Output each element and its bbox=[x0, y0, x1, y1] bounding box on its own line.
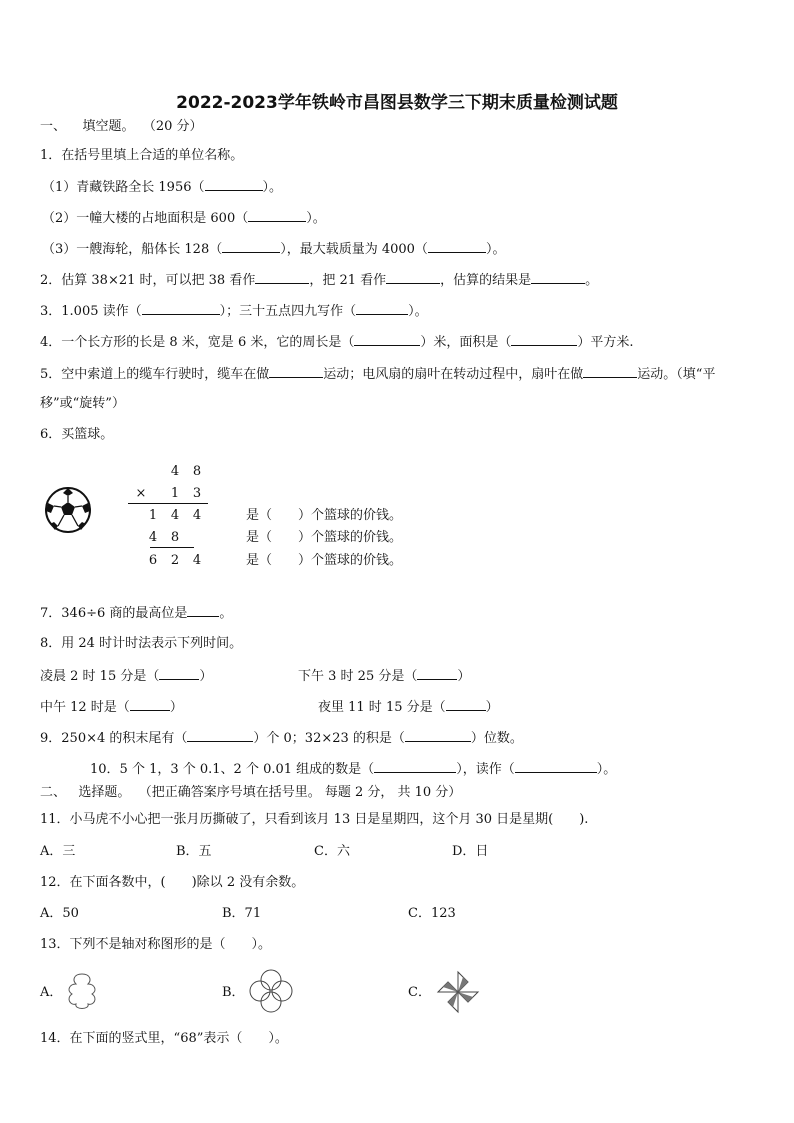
digit: 2 bbox=[170, 553, 180, 568]
four-circle-flower-figure bbox=[248, 968, 294, 1014]
section-score: （20 分） bbox=[142, 119, 203, 134]
answer-blank[interactable] bbox=[248, 208, 306, 222]
text: 下午 3 时 25 分是（ bbox=[298, 669, 418, 684]
answer-blank[interactable] bbox=[255, 270, 309, 284]
text: ）。 bbox=[408, 304, 428, 319]
answer-blank[interactable] bbox=[269, 364, 323, 378]
digit: 1 bbox=[170, 486, 180, 501]
answer-blank[interactable] bbox=[428, 239, 486, 253]
answer-blank[interactable] bbox=[356, 301, 408, 315]
calc-rule bbox=[128, 503, 208, 504]
text: 。 bbox=[219, 606, 233, 621]
question-6-line-1: 是（ ）个篮球的价钱。 bbox=[246, 508, 403, 523]
option-b[interactable]: B．五 bbox=[176, 844, 212, 859]
text: ）。 bbox=[306, 211, 326, 226]
option-a[interactable]: A．50 bbox=[40, 906, 79, 921]
digit: 4 bbox=[170, 464, 180, 479]
section-1-header bbox=[40, 118, 203, 136]
text: ），最大载质量为 4000（ bbox=[280, 242, 428, 257]
question-4 bbox=[40, 332, 634, 352]
option-c[interactable]: C．123 bbox=[408, 906, 456, 921]
calc-rule bbox=[150, 547, 194, 548]
answer-blank[interactable] bbox=[515, 759, 597, 773]
digit: 8 bbox=[170, 530, 180, 545]
text: 运动。（填“平 bbox=[637, 367, 716, 382]
wavy-shape-figure bbox=[62, 972, 102, 1012]
text: ）。 bbox=[262, 180, 283, 195]
section-number: 一、 bbox=[40, 119, 67, 134]
text: （3）一艘海轮，船体长 128（ bbox=[42, 242, 223, 257]
question-12-stem: 12．在下面各数中，( )除以 2 没有余数。 bbox=[40, 875, 305, 890]
question-8-item-3 bbox=[40, 697, 183, 717]
text: ），读作（ bbox=[456, 762, 515, 777]
answer-blank[interactable] bbox=[187, 603, 219, 617]
text: 中午 12 时是（ bbox=[40, 700, 130, 715]
option-b[interactable]: B． bbox=[222, 985, 245, 1000]
text: 。 bbox=[585, 273, 599, 288]
text: ） bbox=[485, 700, 499, 715]
question-5 bbox=[40, 364, 715, 384]
times-sign: × bbox=[135, 486, 147, 501]
digit: 6 bbox=[148, 553, 158, 568]
option-a[interactable]: A．三 bbox=[40, 844, 76, 859]
text: 5．空中索道上的缆车行驶时，缆车在做 bbox=[40, 367, 270, 382]
option-c[interactable]: C． bbox=[408, 985, 431, 1000]
answer-blank[interactable] bbox=[531, 270, 585, 284]
digit: 1 bbox=[148, 508, 158, 523]
digit: 8 bbox=[192, 464, 202, 479]
answer-blank[interactable] bbox=[374, 759, 456, 773]
question-6-stem: 6．买篮球。 bbox=[40, 427, 114, 442]
answer-blank[interactable] bbox=[142, 301, 220, 315]
question-10 bbox=[90, 759, 616, 779]
text: ）平方米. bbox=[577, 335, 634, 350]
section-heading: 填空题。 bbox=[82, 119, 135, 134]
answer-blank[interactable] bbox=[130, 697, 170, 711]
text: 夜里 11 时 15 分是（ bbox=[318, 700, 446, 715]
question-8-item-2 bbox=[298, 666, 470, 686]
text: ）个 0；32×23 的积是（ bbox=[253, 731, 405, 746]
text: ） bbox=[169, 700, 183, 715]
question-11-stem: 11．小马虎不小心把一张月历撕破了，只看到该月 13 日是星期四，这个月 30 日是星期( ). bbox=[40, 812, 589, 827]
option-c[interactable]: C．六 bbox=[314, 844, 350, 859]
text: ）。 bbox=[596, 762, 617, 777]
answer-blank[interactable] bbox=[354, 332, 420, 346]
digit: 4 bbox=[170, 508, 180, 523]
answer-blank[interactable] bbox=[417, 666, 457, 680]
question-2 bbox=[40, 270, 598, 290]
answer-blank[interactable] bbox=[405, 728, 471, 742]
question-6-line-2: 是（ ）个篮球的价钱。 bbox=[246, 530, 403, 545]
text: ）位数。 bbox=[470, 731, 523, 746]
text: 4．一个长方形的长是 8 米，宽是 6 米，它的周长是（ bbox=[40, 335, 355, 350]
section-note: （把正确答案序号填在括号里。 每题 2 分， 共 10 分） bbox=[138, 785, 462, 800]
option-b[interactable]: B．71 bbox=[222, 906, 262, 921]
text: （2）一幢大楼的占地面积是 600（ bbox=[42, 211, 249, 226]
question-1-part-2 bbox=[42, 208, 326, 228]
text: 运动；电风扇的扇叶在转动过程中，扇叶在做 bbox=[323, 367, 584, 382]
question-1-part-3 bbox=[42, 239, 505, 259]
pinwheel-figure bbox=[434, 968, 482, 1016]
question-7 bbox=[40, 603, 232, 623]
answer-blank[interactable] bbox=[583, 364, 637, 378]
text: 10．5 个 1，3 个 0.1、2 个 0.01 组成的数是（ bbox=[90, 762, 375, 777]
text: ）；三十五点四九写作（ bbox=[219, 304, 357, 319]
question-8-stem: 8．用 24 时计时法表示下列时间。 bbox=[40, 636, 243, 651]
answer-blank[interactable] bbox=[386, 270, 440, 284]
question-9 bbox=[40, 728, 523, 748]
text: ）米，面积是（ bbox=[420, 335, 512, 350]
question-14-stem: 14．在下面的竖式里，“68”表示（ ）。 bbox=[40, 1031, 288, 1046]
text: 9．250×4 的积末尾有（ bbox=[40, 731, 188, 746]
question-8-item-1 bbox=[40, 666, 212, 686]
text: 7．346÷6 商的最高位是 bbox=[40, 606, 188, 621]
text: ）。 bbox=[485, 242, 506, 257]
question-13-stem: 13．下列不是轴对称图形的是（ ）。 bbox=[40, 937, 272, 952]
text: 凌晨 2 时 15 分是（ bbox=[40, 669, 160, 684]
text: 3．1.005 读作（ bbox=[40, 304, 142, 319]
answer-blank[interactable] bbox=[222, 239, 280, 253]
answer-blank[interactable] bbox=[511, 332, 577, 346]
question-1-stem: 1．在括号里填上合适的单位名称。 bbox=[40, 148, 244, 163]
text: ） bbox=[199, 669, 213, 684]
option-a[interactable]: A． bbox=[40, 985, 63, 1000]
answer-blank[interactable] bbox=[159, 666, 199, 680]
section-number: 二、 bbox=[40, 785, 67, 800]
text: ，估算的结果是 bbox=[440, 273, 532, 288]
question-3 bbox=[40, 301, 428, 321]
section-2-header bbox=[40, 784, 461, 802]
digit: 3 bbox=[192, 486, 202, 501]
question-1-part-1 bbox=[42, 177, 282, 197]
text: ） bbox=[457, 669, 471, 684]
page-title: 2022-2023学年铁岭市昌图县数学三下期末质量检测试题 bbox=[176, 93, 618, 113]
question-5-continued: 移”或“旋转”） bbox=[40, 396, 125, 411]
question-8-item-4 bbox=[318, 697, 499, 717]
answer-blank[interactable] bbox=[446, 697, 486, 711]
answer-blank[interactable] bbox=[187, 728, 253, 742]
option-d[interactable]: D．日 bbox=[452, 844, 489, 859]
soccer-ball-icon bbox=[44, 486, 92, 534]
digit: 4 bbox=[192, 508, 202, 523]
text: 2．估算 38×21 时，可以把 38 看作 bbox=[40, 273, 256, 288]
answer-blank[interactable] bbox=[205, 177, 263, 191]
section-heading: 选择题。 bbox=[78, 785, 131, 800]
digit: 4 bbox=[192, 553, 202, 568]
text: ，把 21 看作 bbox=[309, 273, 387, 288]
text: （1）青藏铁路全长 1956（ bbox=[42, 180, 205, 195]
question-6-line-3: 是（ ）个篮球的价钱。 bbox=[246, 553, 403, 568]
digit: 4 bbox=[148, 530, 158, 545]
